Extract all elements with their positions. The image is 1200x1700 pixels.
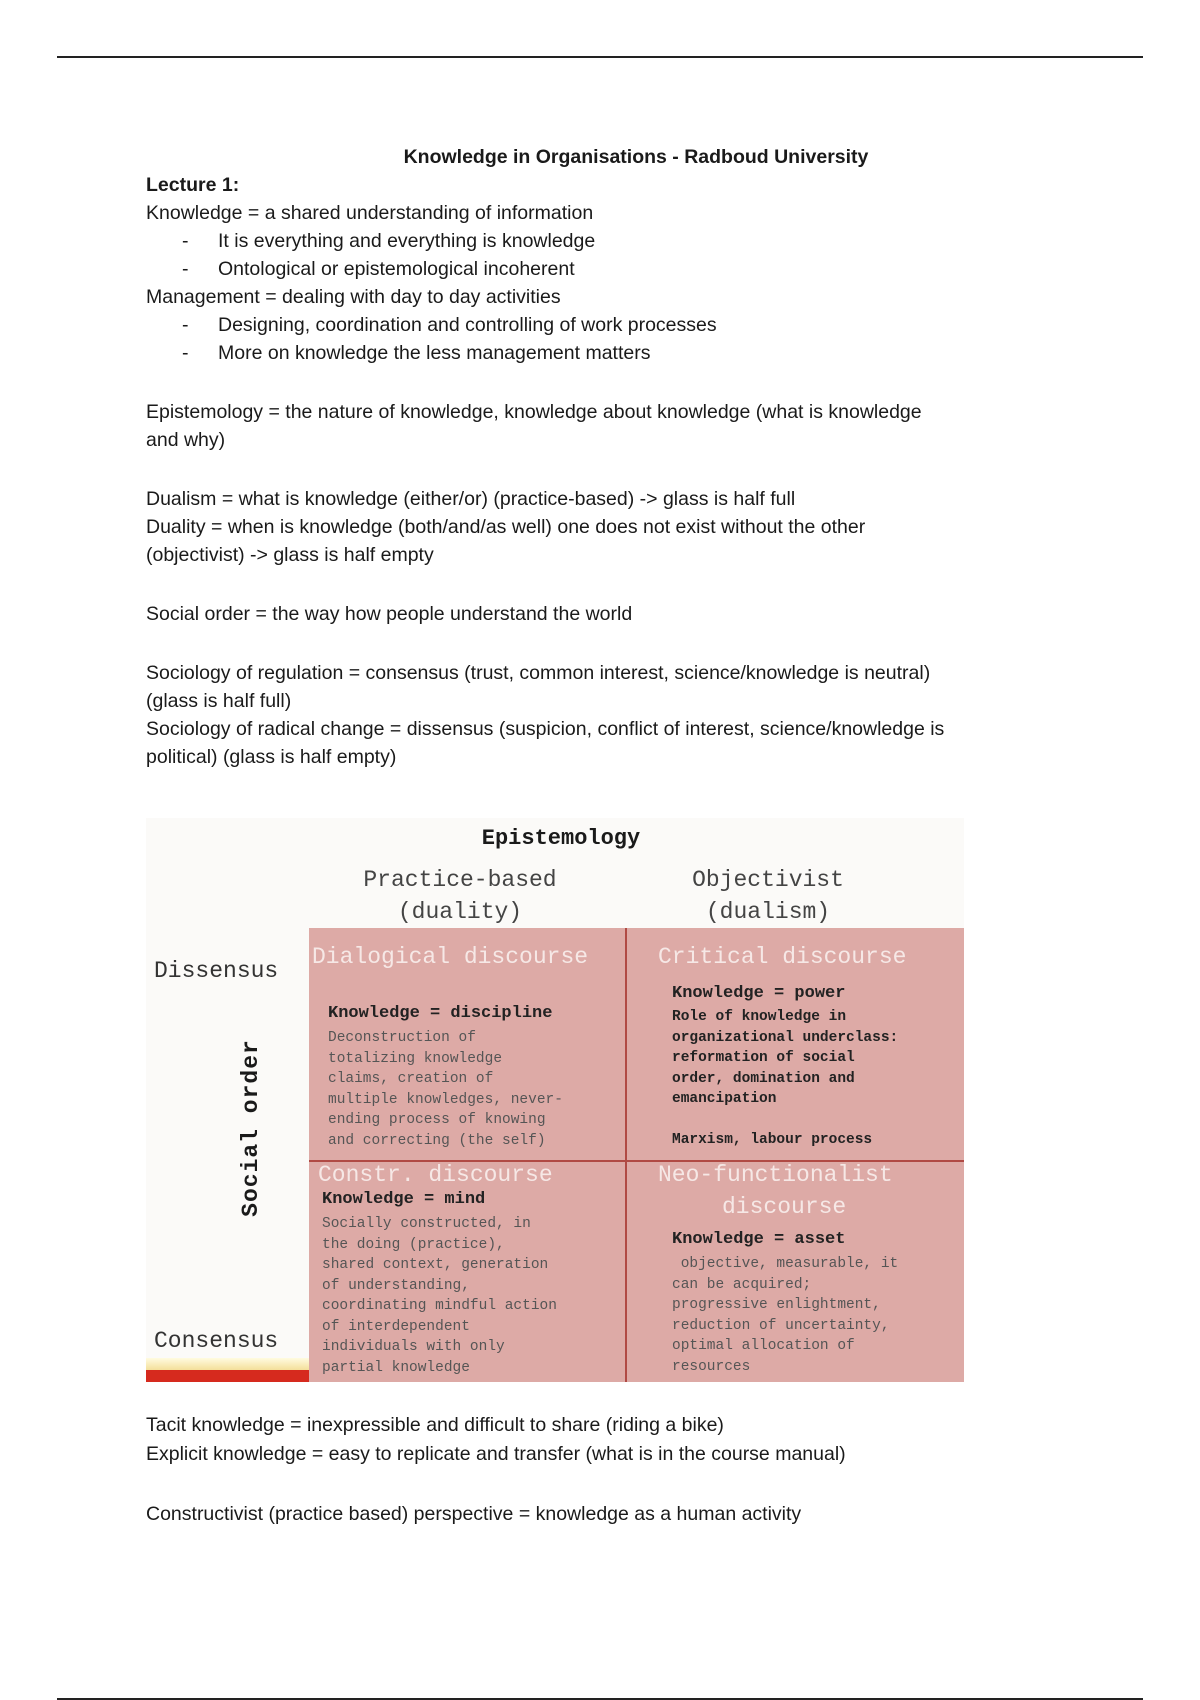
list-item: - Ontological or epistemological incoherent <box>146 255 1066 283</box>
quadrant-body-dialogical: Deconstruction of totalizing knowledge claims, creation of multiple knowledges, never- ending process of knowing and correcting (the self) <box>328 1030 563 1149</box>
epistemology-diagram <box>146 818 964 1382</box>
document-title: Knowledge in Organisations - Radboud University <box>403 146 869 168</box>
list-item: - Designing, coordination and controlling of work processes <box>146 311 1066 339</box>
text-line: Sociology of radical change = dissensus (suspicion, conflict of interest, science/knowledge is <box>146 718 945 740</box>
radical-change-definition <box>146 715 1066 771</box>
quadrant-heading-neo-functionalist: Neo-functionalist <box>658 1162 893 1188</box>
text-line: and why) <box>146 429 226 451</box>
lecture-notes-continued <box>146 1411 1066 1529</box>
knowledge-bullet-list <box>146 227 1066 283</box>
column-header-objectivist <box>618 864 918 928</box>
quadrant-heading-constructivist: Constr. discourse <box>318 1162 553 1188</box>
text-line: (objectivist) -> glass is half empty <box>146 544 434 566</box>
tacit-knowledge-definition: Tacit knowledge = inexpressible and difficult to share (riding a bike) <box>146 1414 724 1436</box>
quadrant-extra-critical: Marxism, labour process <box>672 1132 873 1148</box>
consensus-red-bar <box>146 1370 309 1382</box>
quadrant-key-constructivist: Knowledge = mind <box>322 1190 486 1209</box>
text-line: political) (glass is half empty) <box>146 746 397 768</box>
column-header-practice-based <box>310 864 610 928</box>
quadrant-heading-neo-functionalist-2: discourse <box>722 1194 847 1220</box>
management-definition: Management = dealing with day to day activities <box>146 286 561 308</box>
quadrant-heading-dialogical: Dialogical discourse <box>312 944 589 970</box>
quadrant-key-critical: Knowledge = power <box>672 984 846 1003</box>
duality-definition <box>146 513 1066 569</box>
quadrant-heading-critical: Critical discourse <box>658 944 907 970</box>
text-line: (glass is half full) <box>146 690 292 712</box>
column-label: Objectivist <box>692 867 844 893</box>
text-line: Epistemology = the nature of knowledge, knowledge about knowledge (what is knowledge <box>146 401 922 423</box>
lecture-notes <box>146 143 1066 771</box>
column-sublabel: (duality) <box>397 899 523 925</box>
diagram-heading: Epistemology <box>481 826 641 851</box>
management-bullet-list <box>146 311 1066 367</box>
quadrant-body-critical: Role of knowledge in organizational underclass: reformation of social order, domination and emancipation <box>672 1009 899 1107</box>
list-item: - More on knowledge the less management matters <box>146 339 1066 367</box>
lecture-heading: Lecture 1: <box>146 174 240 196</box>
knowledge-definition: Knowledge = a shared understanding of information <box>146 202 594 224</box>
epistemology-definition <box>146 398 1066 454</box>
column-sublabel: (dualism) <box>705 899 831 925</box>
consensus-gradient-bar <box>146 1358 309 1370</box>
top-rule <box>57 56 1143 58</box>
dualism-definition: Dualism = what is knowledge (either/or) (practice-based) -> glass is half full <box>146 488 796 510</box>
text-line: Duality = when is knowledge (both/and/as well) one does not exist without the other <box>146 516 866 538</box>
social-order-definition: Social order = the way how people understand the world <box>146 603 633 625</box>
regulation-definition <box>146 659 1066 715</box>
grid-divider-vertical <box>625 928 627 1382</box>
row-label-dissensus: Dissensus <box>154 958 279 984</box>
quadrant-key-dialogical: Knowledge = discipline <box>328 1004 553 1023</box>
quadrant-body-neo-functionalist: objective, measurable, it can be acquired; progressive enlightment, reduction of uncertainty, optimal allocation of resources <box>672 1256 899 1375</box>
text-line: Sociology of regulation = consensus (trust, common interest, science/knowledge is neutral) <box>146 662 931 684</box>
list-item: - It is everything and everything is knowledge <box>146 227 1066 255</box>
constructivist-definition: Constructivist (practice based) perspective = knowledge as a human activity <box>146 1503 802 1525</box>
quadrant-body-constructivist: Socially constructed, in the doing (practice), shared context, generation of understanding, coordinating mindful action of interdependent individuals with only partial knowledge <box>322 1216 557 1376</box>
axis-label-social-order: Social order <box>238 1039 264 1217</box>
explicit-knowledge-definition: Explicit knowledge = easy to replicate and transfer (what is in the course manual) <box>146 1443 846 1465</box>
column-label: Practice-based <box>363 867 557 893</box>
row-label-consensus: Consensus <box>154 1328 279 1354</box>
quadrant-key-neo-functionalist: Knowledge = asset <box>672 1230 846 1249</box>
